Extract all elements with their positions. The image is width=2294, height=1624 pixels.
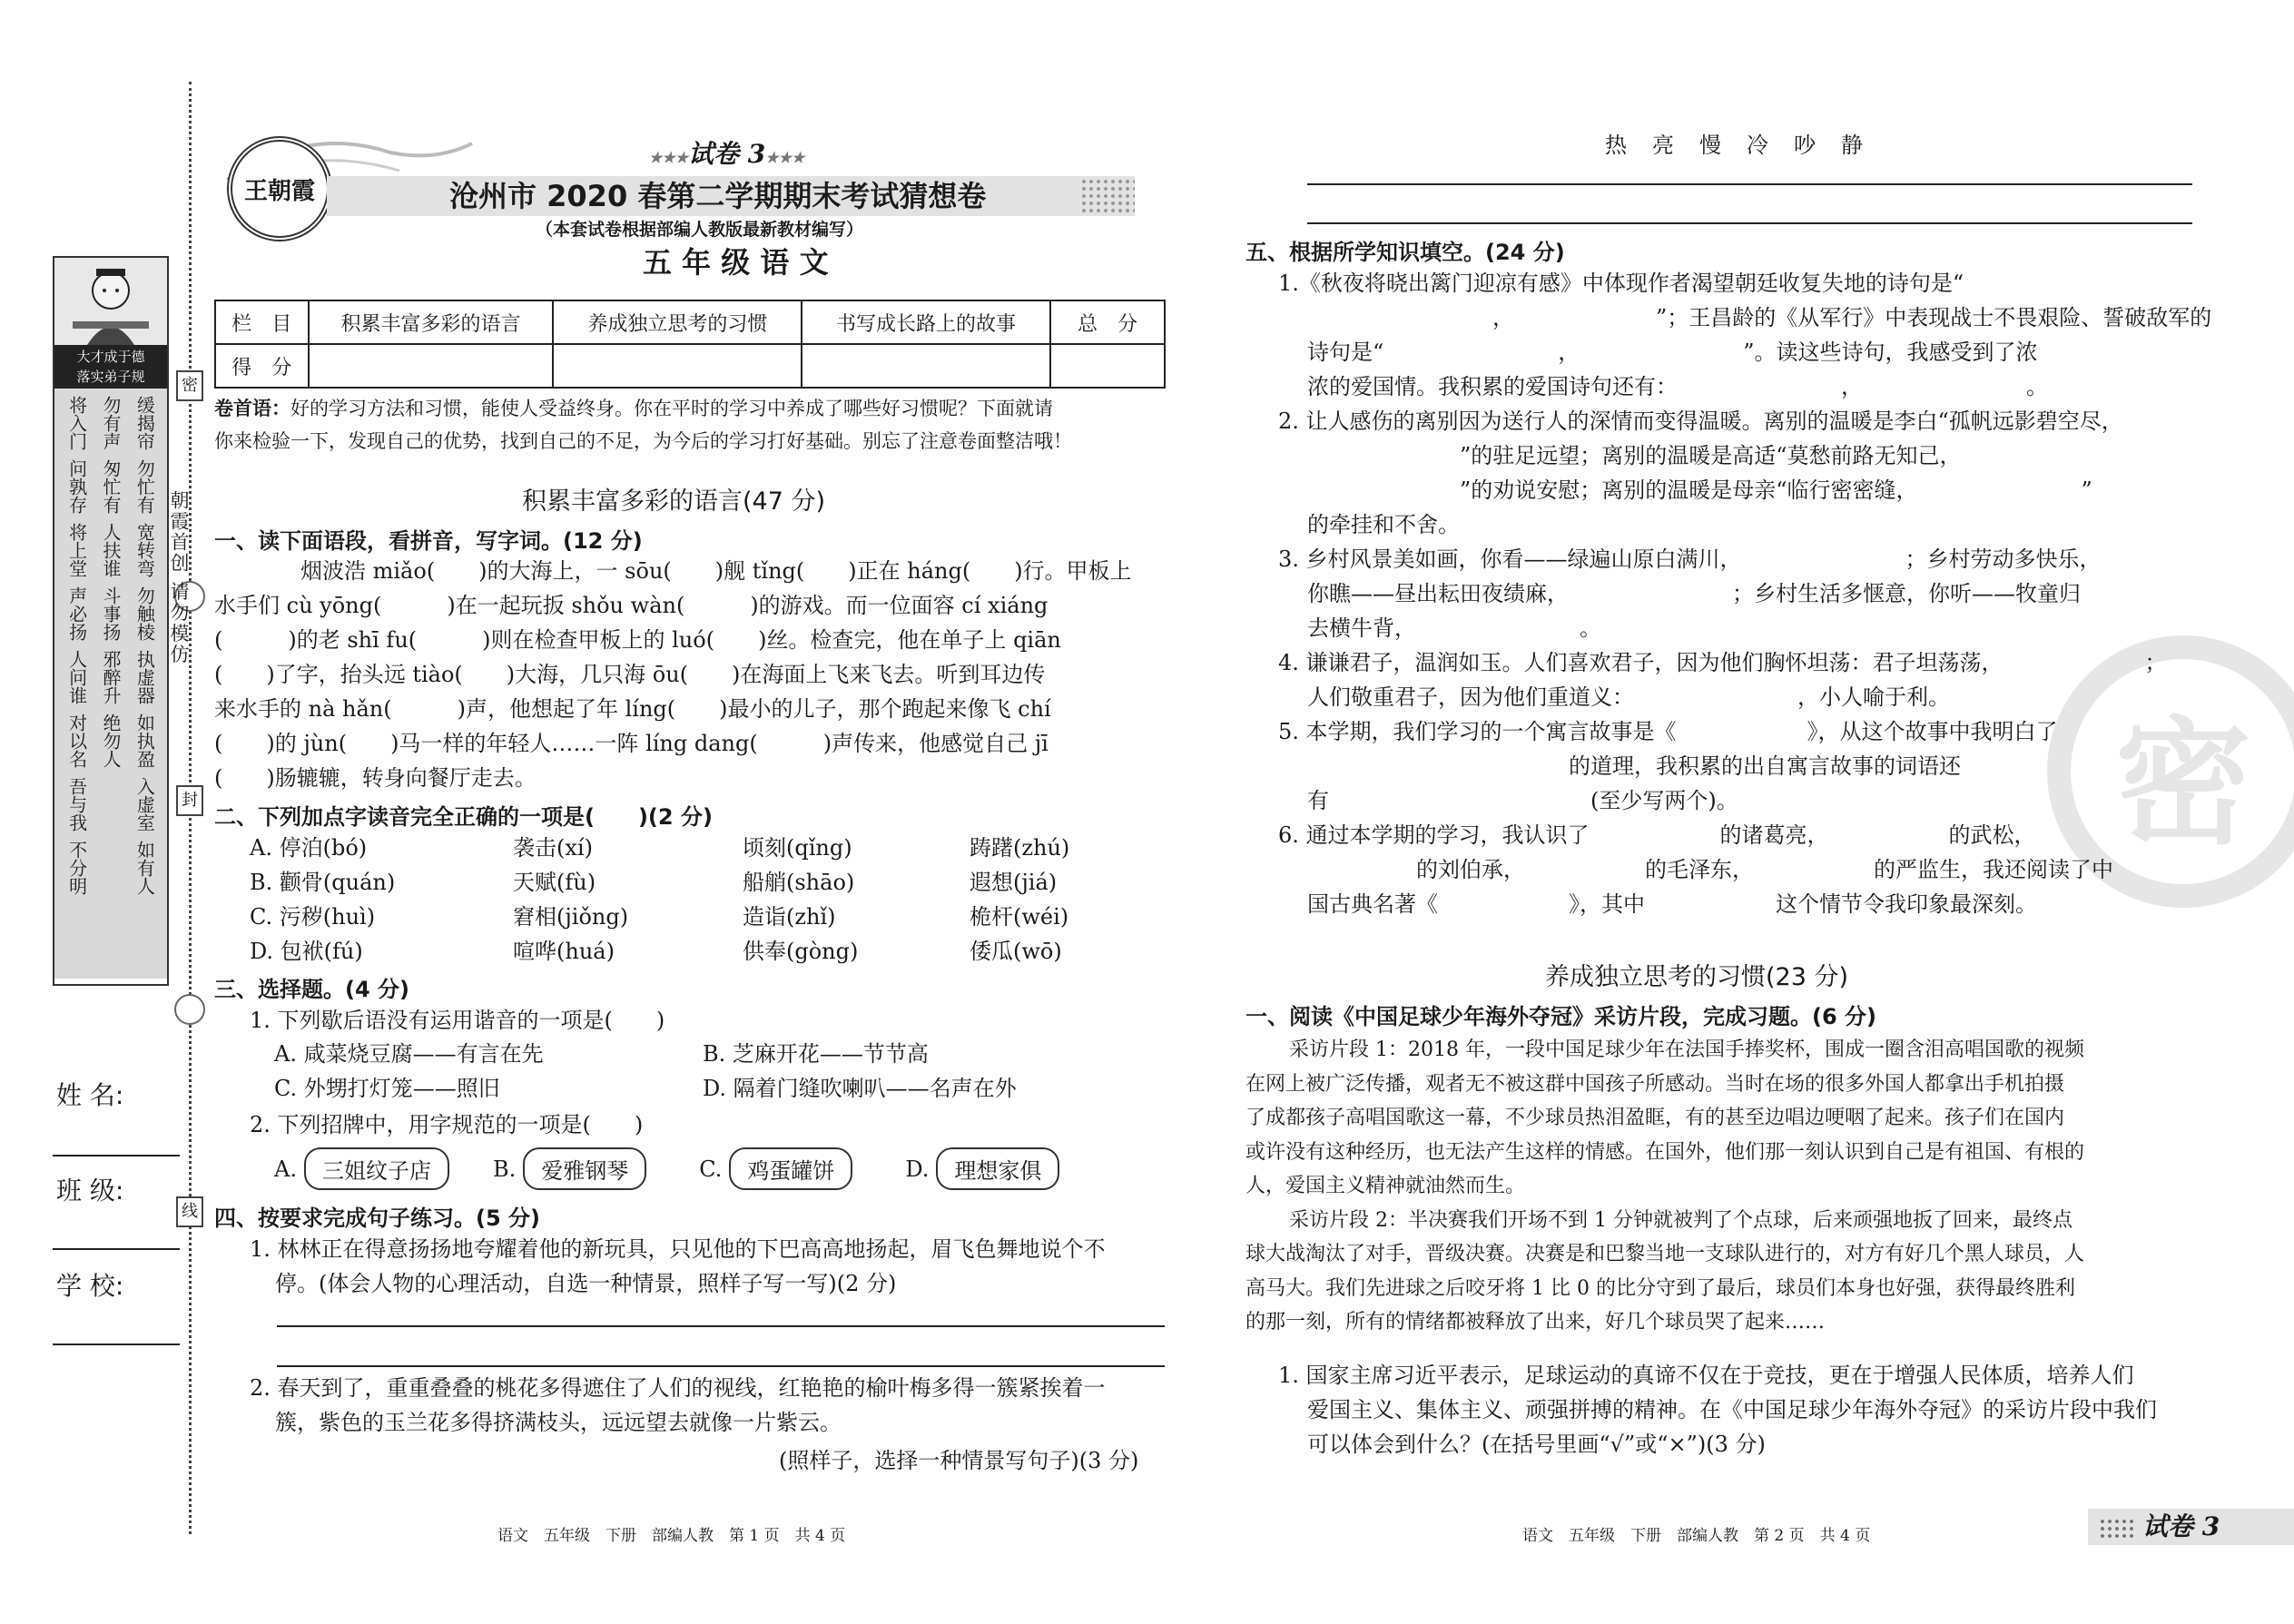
passage-line: 或许没有这种经历，也无法产生这样的情感。在国外，他们那一刻认识到自己是有祖国、有根的 [1245,1140,2085,1164]
q3-option: D. 隔着门缝吹喇叭——名声在外 [703,1076,1017,1101]
q2-options [250,831,1069,969]
q5-line: 的刘伯承， 的毛泽东， 的严监生，我还阅读了中 [1307,857,2113,882]
q1-line: 水手们 cù yōng( )在一起玩扳 shǒu wàn( )的游戏。而一位面容 cí xiáng [214,593,1049,618]
name-label: 姓 名: [56,1080,124,1110]
answer-line[interactable] [277,1325,1165,1327]
q1-line: ( )的老 shī fu( )则在检查甲板上的 luó( )丝。检查完，他在单子上 qiān [214,627,1061,653]
q1-line: 来水手的 nà hǎn( )声，他想起了年 líng( )最小的儿子，那个跑起来像飞 chí [214,696,1051,722]
exam-subtitle: （本套试卷根据部编人教版最新教材编写） [536,220,864,240]
score-cell[interactable] [1050,344,1165,388]
school-label: 学 校: [56,1271,124,1301]
maxim-col: 勿有声 匆忙有 人扶谁 斗事扬 邪醉升 绝勿人 [99,396,122,768]
score-col: 总 分 [1050,300,1165,344]
score-table-row [215,344,1165,388]
q5-line: 的道理，我积累的出自寓言故事的词语还 [1307,753,1961,779]
q2-word: 倭瓜(wō) [970,939,1062,964]
scholar-mascot-icon [54,258,167,345]
q4-title: 四、按要求完成句子练习。(5 分) [214,1206,540,1231]
q5-line: 浓的爱国情。我积累的爱国诗句还有： ， 。 [1307,374,2048,399]
answer-line[interactable] [1307,183,2192,185]
sign-letter: A. [274,1156,297,1182]
q5-line: 你瞧——昼出耘田夜绩麻， ；乡村生活多惬意，你听——牧童归 [1307,581,2081,606]
q4-2: 2. 春天到了，重重叠叠的桃花多得遮住了人们的视线，红艳艳的榆叶梅多得一簇紧挨着一 簇，紫色的玉兰花多得挤满枝头，远远望去就像一片紫云。 [250,1375,1106,1435]
q2-word: C. 污秽(huì) [250,904,376,930]
preface-text: 你来检验一下，发现自己的优势，找到自己的不足，为今后的学习打好基础。别忘了注意卷面整洁哦！ [214,430,1072,452]
q5-line: ， ”；王昌龄的《从军行》中表现战士不畏艰险、誓破敌军的 [1492,305,2212,330]
q1-title: 一、读下面语段，看拼音，写字词。(12 分) [214,528,643,554]
seal-glyph-2: 封 [176,785,203,816]
sign-letter: D. [905,1156,930,1182]
brand-name: 王朝霞 [243,177,315,205]
q2-title: 二、下列加点字读音完全正确的一项是( )(2 分) [214,804,713,830]
passage-line: 了成都孩子高唱国歌这一幕，不少球员热泪盈眶，有的甚至边唱边哽咽了起来。孩子们在国内 [1245,1107,2065,1129]
sign-option: 三姐纹子店 [304,1147,449,1190]
seal-glyph-3: 线 [176,1196,203,1227]
sign-letter: B. [492,1156,517,1182]
sign-option: 鸡蛋罐饼 [729,1147,852,1190]
q3-title: 三、选择题。(4 分) [214,977,409,1002]
title-dots [1080,178,1135,216]
school-field[interactable] [53,1343,180,1345]
q5-line: 诗句是“ ， ”。读这些诗句，我感受到了浓 [1307,340,2038,365]
footer-right: 语文 五年级 下册 部编人教 第 2 页 共 4 页 [1522,1527,1871,1545]
side-panel [53,256,169,986]
score-col: 养成独立思考的习惯 [553,300,802,344]
corner-label: 试卷 3 [2142,1511,2220,1541]
q2-word: 袭击(xí) [513,835,593,861]
brand-seal [227,136,332,241]
section-title-2: 养成独立思考的习惯(23 分) [1545,963,1849,991]
grade-subject: 五 年 级 语 文 [643,245,829,280]
paper-badge: ★★★试卷 3★★★ [649,139,805,169]
q1-line: ( )了字，抬头远 tiào( )大海，几只海 ōu( )在海面上飞来飞去。听到耳边传 [214,662,1046,687]
sign-option: 理想家俱 [936,1147,1059,1190]
q4-2-instruction: (照样子，选择一种情景写句子)(3 分) [779,1448,1139,1473]
answer-line[interactable] [1307,222,2192,224]
vertical-note: 朝霞首创 请勿模仿 [168,490,190,665]
seal-glyph-1: 密 [176,370,203,401]
q5-line: 1.《秋夜将晓出篱门迎凉有感》中体现作者渴望朝廷收复失地的诗句是“ [1278,271,1964,296]
q5-line: 6. 通过本学期的学习，我认识了 的诸葛亮， 的武松， [1278,822,2036,848]
q2-word: 船艄(shāo) [743,870,855,895]
binding-hole-icon [174,994,205,1025]
maxim-col: 缓揭帘 勿忙有 宽转弯 勿触棱 执虚器 如执盈 入虚室 如有人 [133,396,156,895]
maxims-area [54,389,167,979]
corner-dots [2099,1518,2135,1538]
q3-2-options [274,1147,1059,1190]
score-col: 书写成长路上的故事 [802,300,1050,344]
q2-word: 遐想(jiá) [970,870,1058,895]
score-col: 积累丰富多彩的语言 [309,300,554,344]
score-col: 栏 目 [215,300,309,344]
word-list: 热 亮 慢 冷 吵 静 [1605,133,1865,158]
passage-line: 采访片段 1：2018 年，一段中国足球少年在法国手捧奖杯，围成一圈含泪高唱国歌的视频 [1289,1038,2084,1061]
preface-label: 卷首语： [214,398,290,419]
q2-word: 天赋(fù) [513,870,596,895]
q2-word: 桅杆(wéi) [970,904,1069,930]
q3-1-options [274,1037,1164,1106]
q1-line: 烟波浩 miǎo( )的大海上，一 sōu( )舰 tǐng( )正在 háng( )行。甲板上 [300,558,1132,584]
q3-option: C. 外甥打灯笼——照旧 [274,1076,500,1101]
score-table-header [215,300,1165,344]
q3-2: 2. 下列招牌中，用字规范的一项是( ) [250,1112,644,1137]
q1-line: ( )肠辘辘，转身向餐厅走去。 [214,765,537,791]
q2-word: A. 停泊(bó) [250,835,368,861]
motto-box [54,345,167,389]
q2-word: 窘相(jiǒng) [513,904,629,930]
q2-word: 喧哗(huá) [513,939,615,964]
passage-line: 在网上被广泛传播，观者无不被这群中国孩子所感动。当时在场的很多外国人都拿出手机拍摄 [1245,1072,2065,1096]
q5-line: 5. 本学期，我们学习的一个寓言故事是《 》，从这个故事中我明白了 [1278,719,2058,744]
q5-line: ”的劝说安慰；离别的温暖是母亲“临行密密缝， ” [1307,477,2092,503]
sign-option: 爱雅钢琴 [523,1147,646,1190]
q5-line: 去横牛背， 。 [1307,615,1601,641]
q5-line: 有 (至少写两个)。 [1307,788,1738,813]
score-row-label: 得 分 [215,344,309,388]
q5-line: 人们敬重君子，因为他们重道义： ，小人喻于利。 [1307,684,1950,710]
q4-1: 1. 林林正在得意扬扬地夸耀着他的新玩具，只见他的下巴高高地扬起，眉飞色舞地说个不 停。(体会人物的心理活动，自选一种情景，照样子写一写)(2 分) [250,1236,1106,1296]
answer-line[interactable] [277,1365,1165,1367]
passage-line: 高马大。我们先进球之后咬牙将 1 比 0 的比分守到了最后，球员们本身也好强，获得最终胜利 [1245,1276,2075,1300]
q2-word: B. 颧骨(quán) [250,870,396,895]
q2-word: 供奉(gòng) [743,939,859,964]
q5-block [1278,266,2211,921]
exam-title: 沧州市 2020 春第二学期期末考试猜想卷 [449,179,987,213]
score-cell[interactable] [553,344,802,388]
passage-line: 的那一刻，所有的情绪都被释放了出来，好几个球员哭了起来…… [1245,1311,1826,1334]
score-table [214,300,1166,389]
q5-line: 4. 谦谦君子，温润如玉。人们喜欢君子，因为他们胸怀坦荡：君子坦荡荡， ； [1278,650,2167,675]
q5-line: 3. 乡村风景美如画，你看——绿遍山原白满川， ；乡村劳动多快乐， [1278,546,2102,572]
q3-1: 1. 下列歇后语没有运用谐音的一项是( ) [250,1008,665,1033]
watermark-glyph: 密 [2114,704,2251,863]
q1-line: ( )的 jùn( )马一样的年轻人……一阵 líng dang( )声传来，他感觉自己 jī [214,731,1049,756]
footer-left: 语文 五年级 下册 部编人教 第 1 页 共 4 页 [497,1527,846,1545]
q5-title: 五、根据所学知识填空。(24 分) [1245,240,1565,265]
maxim-col: 将入门 问孰存 将上堂 声必扬 人问谁 对以名 吾与我 不分明 [65,396,88,895]
sign-letter: C. [699,1156,723,1182]
q3-option: B. 芝麻开花——节节高 [703,1041,929,1067]
q5-line: ”的驻足远望；离别的温暖是高适“莫愁前路无知己， [1307,443,1962,468]
passage-line: 采访片段 2：半决赛我们开场不到 1 分钟就被判了个点球，后来顽强地扳了回来，最终点 [1289,1208,2072,1232]
q1-passage [214,554,1132,795]
q2-word: 顷刻(qǐng) [743,835,852,861]
class-label: 班 级: [56,1176,124,1206]
passage-line: 球大战淘汰了对手，晋级决赛。决赛是和巴黎当地一支球队进行的，对方有好几个黑人球员，人 [1245,1243,2085,1265]
q2-word: 踌躇(zhú) [970,835,1070,861]
mascot-image [54,258,167,345]
reading-q1: 1. 国家主席习近平表示，足球运动的真谛不仅在于竞技，更在于增强人民体质，培养人们 爱国主义、集体主义、顽强拼搏的精神。在《中国足球少年海外夺冠》的采访片段中我们 可以体会到什么？(在括号里画“√”或“×”)(3 分) [1278,1363,2157,1457]
preface [214,392,1072,458]
q5-line: 国古典名著《 》，其中 这个情节令我印象最深刻。 [1307,891,2037,917]
motto-line: 大才成于德 [76,349,145,365]
score-cell[interactable] [309,344,554,388]
motto-line: 落实弟子规 [76,369,145,385]
section-title-1: 积累丰富多彩的语言(47 分) [522,487,826,516]
passage-line: 人，爱国主义精神就油然而生。 [1245,1175,1526,1197]
q5-line: 2. 让人感伤的离别因为送行人的深情而变得温暖。离别的温暖是李白“孤帆远影碧空尽， [1278,408,2123,434]
reading-passage [1245,1033,2084,1340]
maxims-cols [60,396,162,895]
score-cell[interactable] [802,344,1050,388]
reading-title: 一、阅读《中国足球少年海外夺冠》采访片段，完成习题。(6 分) [1245,1004,1876,1029]
q5-line: 的牵挂和不舍。 [1307,512,1460,537]
q2-word: 造诣(zhǐ) [743,904,836,930]
name-field[interactable] [53,1155,180,1156]
preface-text: 好的学习方法和习惯，能使人受益终身。你在平时的学习中养成了哪些好习惯呢？下面就请 [290,398,1053,419]
class-field[interactable] [53,1248,180,1250]
q2-word: D. 包袱(fú) [250,939,363,964]
q3-option: A. 咸菜烧豆腐——有言在先 [274,1041,544,1067]
